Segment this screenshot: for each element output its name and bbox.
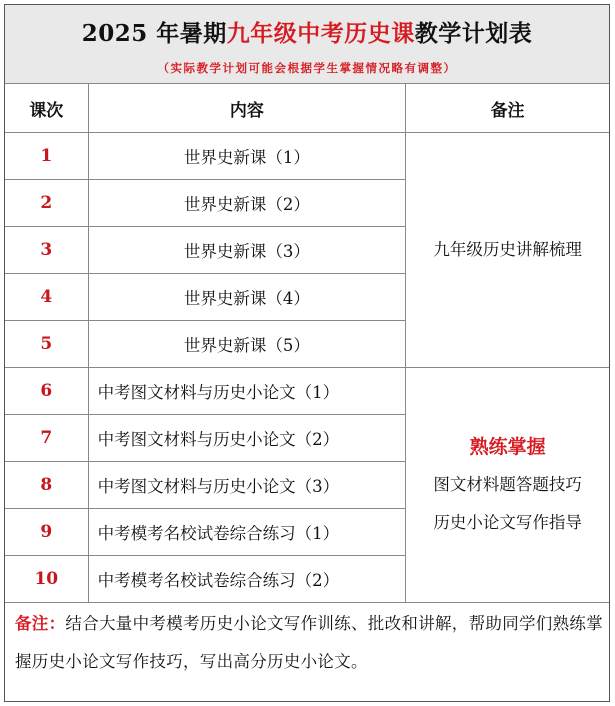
column-header-lesson: 课次 — [5, 84, 88, 133]
lesson-number: 2 — [5, 180, 88, 227]
lesson-content: 中考模考名校试卷综合练习（2） — [88, 556, 406, 603]
footnote — [15, 605, 603, 681]
column-header-content: 内容 — [88, 84, 406, 133]
plan-header — [5, 5, 609, 84]
lesson-number: 1 — [5, 133, 88, 180]
table-row — [5, 133, 609, 180]
lesson-content: 世界史新课（5） — [88, 321, 406, 368]
lesson-content: 世界史新课（1） — [88, 133, 406, 180]
remark-group-1: 九年级历史讲解梳理 — [406, 133, 609, 368]
lesson-content: 世界史新课（3） — [88, 227, 406, 274]
lesson-number: 9 — [5, 509, 88, 556]
plan-table — [5, 83, 609, 603]
lesson-number: 8 — [5, 462, 88, 509]
lesson-number: 3 — [5, 227, 88, 274]
teaching-plan-sheet — [4, 4, 610, 702]
page-title — [5, 15, 609, 48]
title-prefix: 2025 年暑期 — [81, 20, 227, 47]
lesson-number: 4 — [5, 274, 88, 321]
lesson-content: 世界史新课（4） — [88, 274, 406, 321]
title-suffix: 教学计划表 — [414, 20, 533, 47]
footnote-text: 结合大量中考模考历史小论文写作训练、批改和讲解，帮助同学们熟练掌握历史小论文写作技巧，写出高分历史小论文。 — [15, 614, 604, 671]
lesson-content: 中考图文材料与历史小论文（2） — [88, 415, 406, 462]
lesson-content: 中考模考名校试卷综合练习（1） — [88, 509, 406, 556]
lesson-content: 中考图文材料与历史小论文（1） — [88, 368, 406, 415]
lesson-number: 7 — [5, 415, 88, 462]
lesson-number: 5 — [5, 321, 88, 368]
remark-group-2-line-1: 图文材料题答题技巧 — [433, 475, 582, 494]
table-header-row — [5, 84, 609, 133]
remark-group-2-heading: 熟练掌握 — [469, 436, 546, 458]
remark-group-2-line-2: 历史小论文写作指导 — [433, 513, 582, 532]
title-highlight: 九年级中考历史课 — [226, 20, 415, 47]
page-subtitle: （实际教学计划可能会根据学生掌握情况略有调整） — [157, 61, 457, 75]
column-header-remark: 备注 — [406, 84, 609, 133]
lesson-number: 6 — [5, 368, 88, 415]
lesson-content: 世界史新课（2） — [88, 180, 406, 227]
footnote-label: 备注： — [15, 614, 66, 633]
lesson-number: 10 — [5, 556, 88, 603]
table-row — [5, 368, 609, 415]
lesson-content: 中考图文材料与历史小论文（3） — [88, 462, 406, 509]
remark-group-2 — [406, 368, 609, 603]
